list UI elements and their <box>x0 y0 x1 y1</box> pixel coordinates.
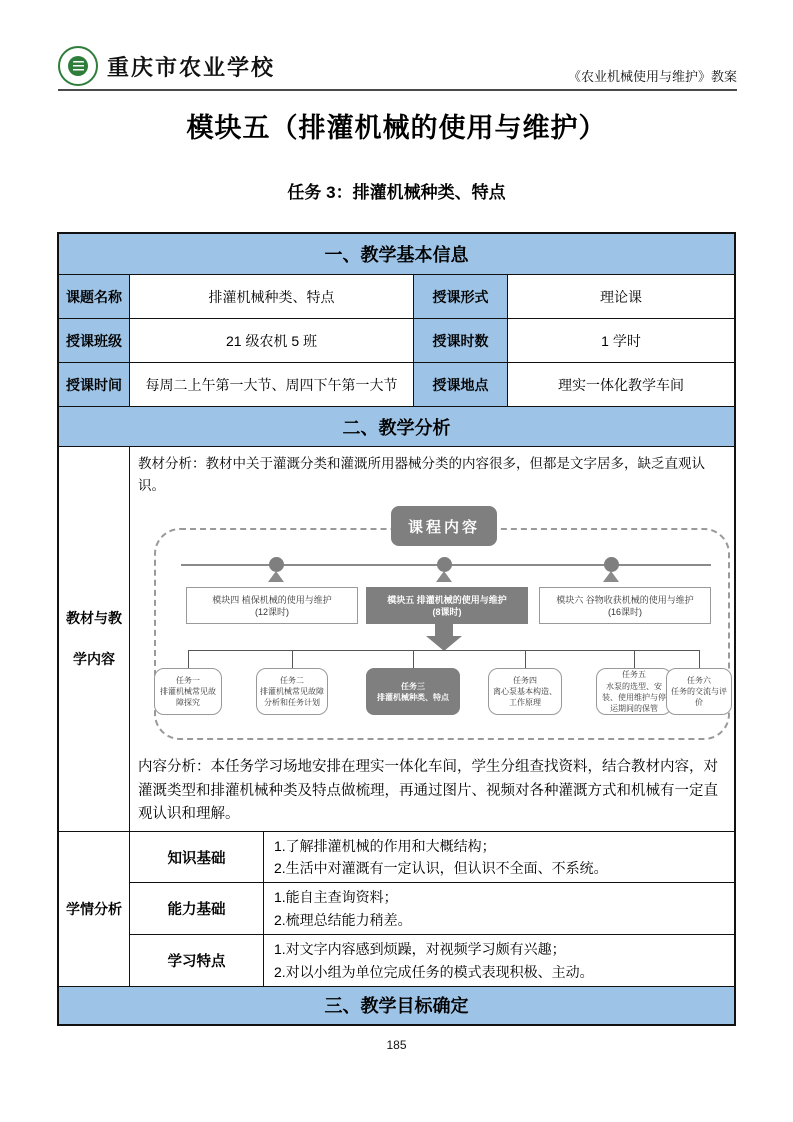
table-row <box>130 934 734 986</box>
row-label: 授课时间 <box>59 363 129 406</box>
arrow-up-icon <box>603 571 619 582</box>
task-subtitle: 任务 3：排灌机械种类、特点 <box>287 183 506 202</box>
tree-connector-stub <box>188 650 189 668</box>
material-content-row <box>59 446 734 831</box>
task-box: 任务五 水泵的选型、安装、使用维护与停运期间的保管 <box>596 668 672 715</box>
task-box-active: 任务三 排灌机械种类、特点 <box>366 668 460 715</box>
row-label: 授课班级 <box>59 319 129 362</box>
page-header <box>58 46 737 91</box>
task-box: 任务四 离心泵基本构造、工作原理 <box>488 668 562 715</box>
course-content-badge: 课程内容 <box>391 506 497 546</box>
task-box: 任务一 排灌机械常见故障探究 <box>154 668 222 715</box>
section-header-basic-info: 一、教学基本信息 <box>59 234 734 274</box>
module-box: 模块六 谷物收获机械的使用与维护 (16课时) <box>539 587 711 624</box>
arrow-down-icon <box>426 636 462 651</box>
task-box: 任务二 排灌机械常见故障分析和任务计划 <box>256 668 328 715</box>
course-doc-label: 《农业机械使用与维护》教案 <box>567 69 737 84</box>
module-box-active: 模块五 排灌机械的使用与维护 (8课时) <box>366 587 528 624</box>
table-row <box>59 362 734 406</box>
row-label: 授课时数 <box>413 319 507 362</box>
sub-row-label: 知识基础 <box>167 850 226 867</box>
row-label: 课题名称 <box>59 275 129 318</box>
section-header-teaching-analysis: 二、教学分析 <box>59 406 734 446</box>
row-value: 理实一体化教学车间 <box>507 363 734 406</box>
school-logo-icon <box>58 46 98 86</box>
course-content-diagram <box>138 500 726 752</box>
tree-connector-stub <box>699 650 700 668</box>
task-box: 任务六 任务的交流与评价 <box>666 668 732 715</box>
table-row <box>59 318 734 362</box>
sub-row-content: 1.能自主查询资料； 2.梳理总结能力稍差。 <box>263 883 734 934</box>
row-label: 学情分析 <box>66 900 122 917</box>
table-row <box>130 832 734 883</box>
row-label: 授课地点 <box>413 363 507 406</box>
section-header-teaching-goals: 三、教学目标确定 <box>59 986 734 1024</box>
tree-connector-stub <box>525 650 526 668</box>
row-value: 21 级农机 5 班 <box>129 319 413 362</box>
material-analysis-text: 教材分析：教材中关于灌溉分类和灌溉所用器械分类的内容很多，但都是文字居多，缺乏直观认识。 <box>138 456 705 493</box>
content-analysis-text: 内容分析：本任务学习场地安排在理实一体化车间，学生分组查找资料，结合教材内容，对灌溉类型和排灌机械种类及特点做梳理，再通过图片、视频对各种灌溉方式和机械有一定直观认识和理解。 <box>138 759 718 823</box>
school-name: 重庆市农业学校 <box>107 54 276 80</box>
sub-row-content: 1.了解排灌机械的作用和大概结构； 2.生活中对灌溉有一定认识，但认识不全面、不系统。 <box>263 832 734 883</box>
table-row <box>130 882 734 934</box>
page-number: 185 <box>386 1038 407 1052</box>
lesson-plan-table <box>57 232 736 1026</box>
tree-connector-stub <box>292 650 293 668</box>
row-value: 排灌机械种类、特点 <box>129 275 413 318</box>
row-label: 授课形式 <box>413 275 507 318</box>
sub-row-content: 1.对文字内容感到烦躁，对视频学习颇有兴趣； 2.对以小组为单位完成任务的模式表现积极、主动。 <box>263 935 734 986</box>
arrow-up-icon <box>436 571 452 582</box>
row-label: 教材与教学内容 <box>66 610 122 667</box>
material-content-cell <box>129 447 734 831</box>
module-title: 模块五（排灌机械的使用与维护） <box>186 113 607 143</box>
table-row <box>59 274 734 318</box>
row-value: 每周二上午第一大节、周四下午第一大节 <box>129 363 413 406</box>
module-box: 模块四 植保机械的使用与维护 (12课时) <box>186 587 358 624</box>
sub-row-label: 能力基础 <box>167 902 226 919</box>
row-value: 1 学时 <box>507 319 734 362</box>
arrow-up-icon <box>268 571 284 582</box>
tree-connector-line <box>188 650 700 651</box>
row-value: 理论课 <box>507 275 734 318</box>
arrow-down-icon <box>435 624 453 636</box>
tree-connector-stub <box>413 650 414 668</box>
school-brand <box>58 46 275 86</box>
tree-connector-stub <box>634 650 635 668</box>
sub-row-label: 学习特点 <box>167 954 226 971</box>
learner-analysis-row <box>59 831 734 986</box>
